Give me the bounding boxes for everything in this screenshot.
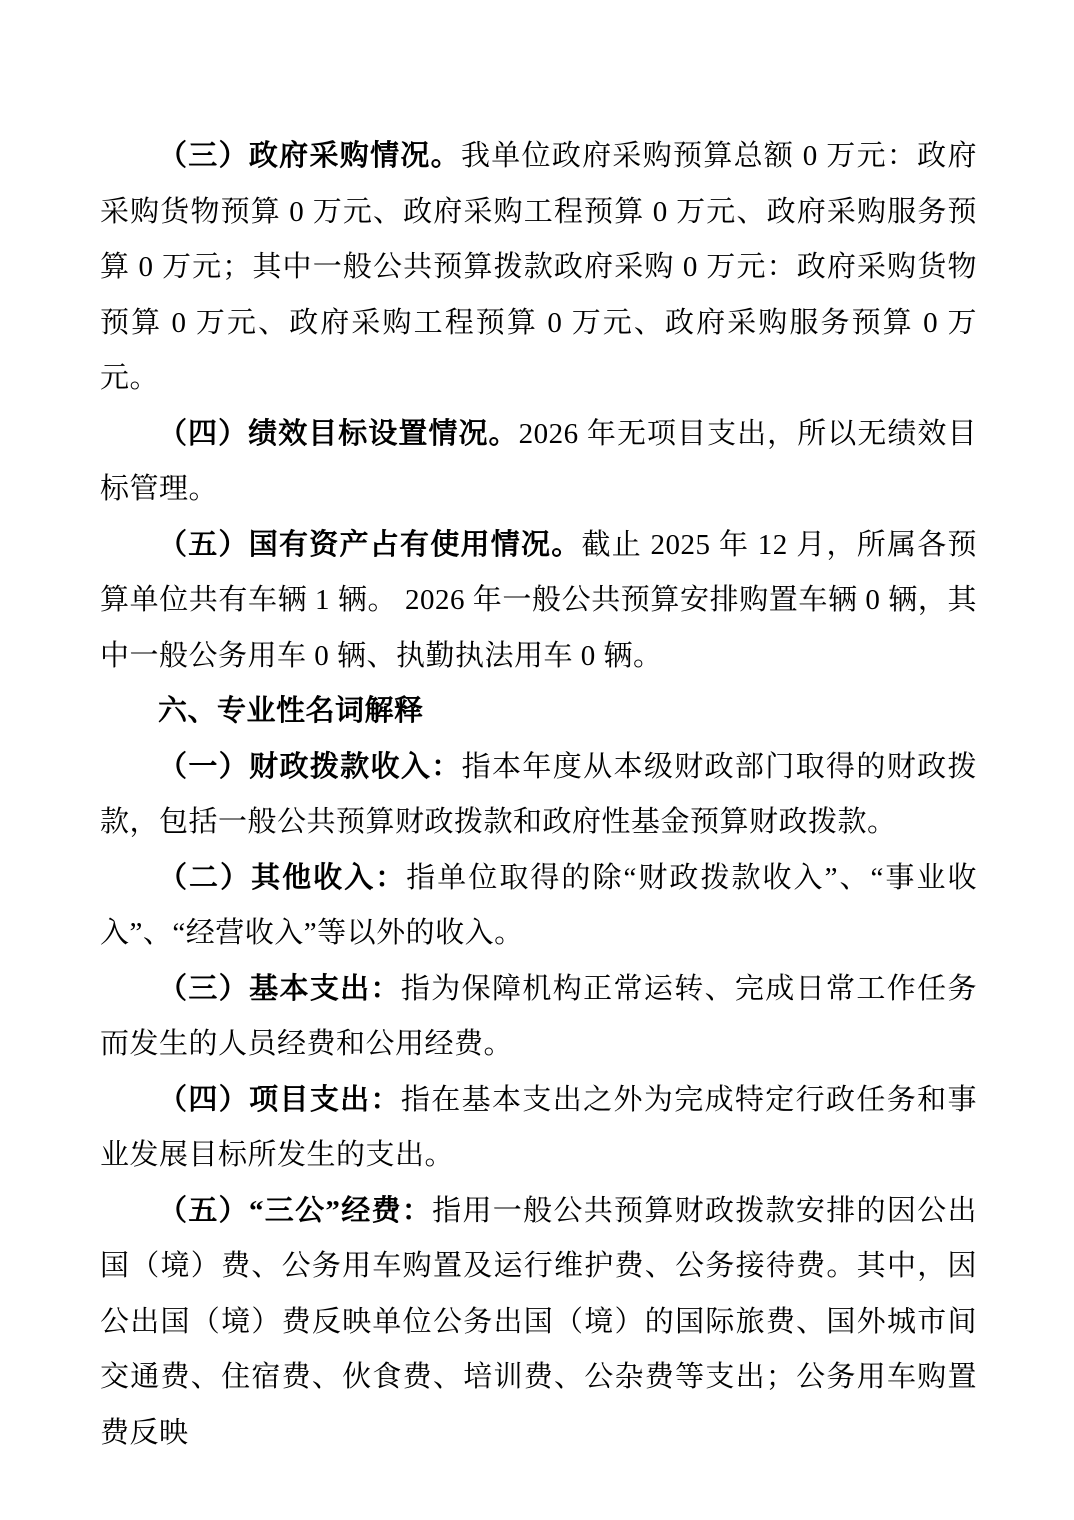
paragraph-gov-procurement [100,129,977,407]
paragraph-term-project-expenditure-body: 指在基本支出之外为完成特定行政任务和事业发展目标所发生的支出。 [100,1083,977,1171]
section-heading-terminology: 六、专业性名词解释 [158,695,424,727]
paragraph-performance-targets [100,407,977,518]
paragraph-term-other-income-lead: （二）其他收入： [158,861,407,894]
paragraph-term-three-public-funds-body: 指用一般公共预算财政拨款安排的因公出国（境）费、公务用车购置及运行维护费、公务接待费。其中，因公出国（境）费反映单位公务出国（境）的国际旅费、国外城市间交通费、住宿费、伙食费、培训费、公杂费等支出；公务用车购置费反映 [100,1194,977,1449]
paragraph-term-fiscal-appropriation-income-lead: （一）财政拨款收入： [158,750,462,783]
paragraph-term-other-income-body: 指单位取得的除“财政拨款收入”、“事业收入”、“经营收入”等以外的收入。 [100,861,977,949]
paragraph-term-other-income [100,851,977,962]
paragraph-gov-procurement-lead: （三）政府采购情况。 [158,140,461,172]
paragraph-state-assets [100,518,977,685]
paragraph-term-project-expenditure [100,1073,977,1184]
paragraph-term-three-public-funds [100,1184,977,1462]
paragraph-term-project-expenditure-lead: （四）项目支出： [158,1083,401,1116]
paragraph-state-assets-body: 截止 2025 年 12 月，所属各预算单位共有车辆 1 辆。 2026 年一般公共预算安排购置车辆 0 辆，其中一般公务用车 0 辆、执勤执法用车 0 辆。 [100,528,977,672]
paragraph-performance-targets-lead: （四）绩效目标设置情况。 [158,417,519,450]
paragraph-state-assets-lead: （五）国有资产占有使用情况。 [158,528,582,561]
paragraph-term-basic-expenditure [100,962,977,1073]
paragraph-term-basic-expenditure-body: 指为保障机构正常运转、完成日常工作任务而发生的人员经费和公用经费。 [100,972,977,1060]
paragraph-term-fiscal-appropriation-income-body: 指本年度从本级财政部门取得的财政拨款，包括一般公共预算财政拨款和政府性基金预算财政拨款。 [100,750,977,838]
paragraph-term-three-public-funds-lead: （五）“三公”经费： [158,1194,433,1227]
paragraph-gov-procurement-body: 我单位政府采购预算总额 0 万元：政府采购货物预算 0 万元、政府采购工程预算 0 万元、政府采购服务预算 0 万元；其中一般公共预算拨款政府采购 0 万元：政府采购货物预算 0 万元、政府采购工程预算 0 万元、政府采购服务预算 0 万元。 [100,140,977,394]
paragraph-performance-targets-body: 2026 年无项目支出，所以无绩效目标管理。 [100,417,977,505]
paragraph-term-basic-expenditure-lead: （三）基本支出： [158,972,401,1005]
paragraph-term-fiscal-appropriation-income [100,740,977,851]
